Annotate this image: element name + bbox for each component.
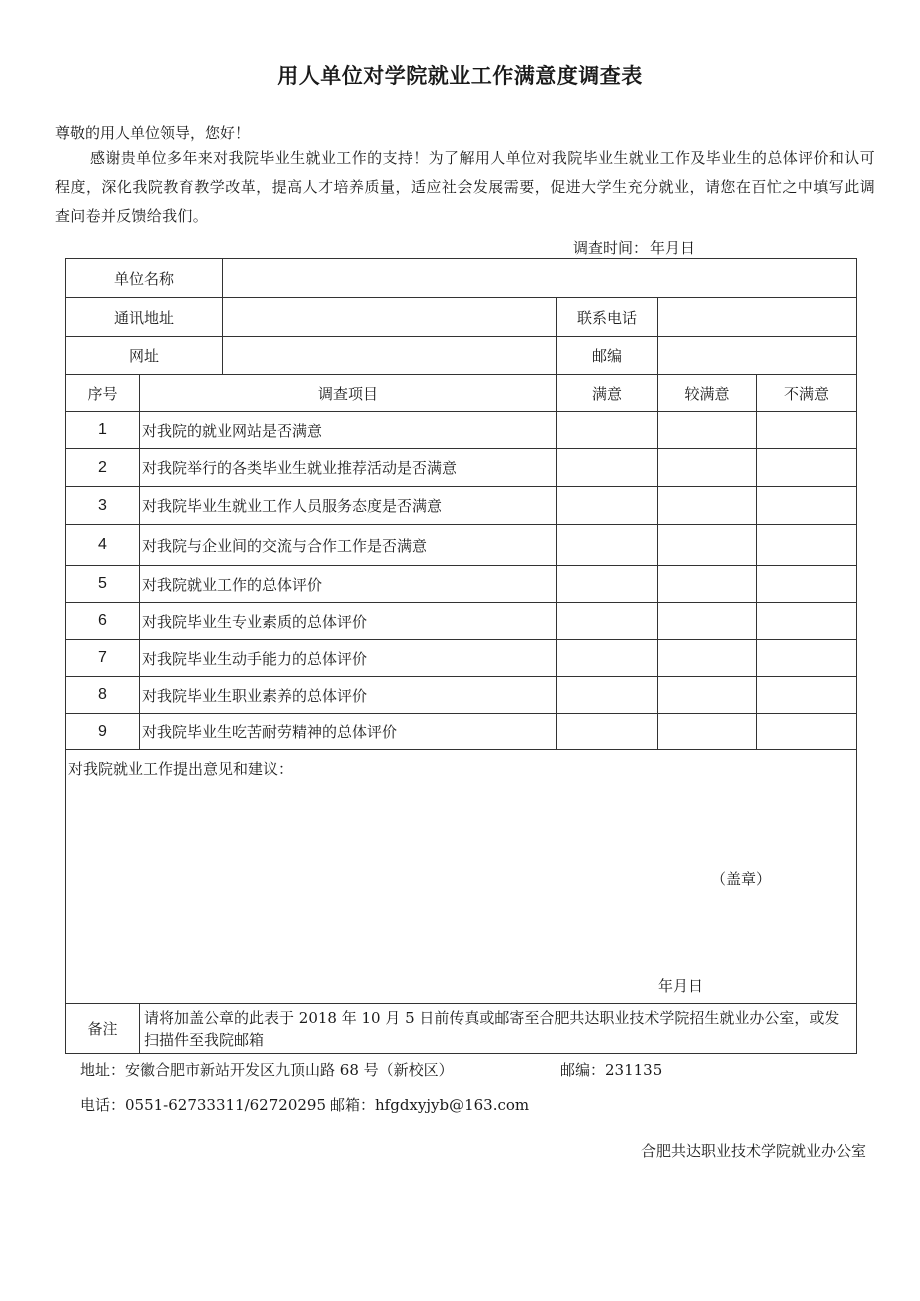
- table-row: [66, 449, 857, 487]
- table-row: [66, 714, 857, 750]
- header-unsatisfied: 不满意: [757, 375, 857, 412]
- row-item: 对我院的就业网站是否满意: [140, 412, 557, 449]
- table-row: [66, 412, 857, 449]
- satisfied-cell[interactable]: [557, 677, 658, 714]
- fairly-satisfied-cell[interactable]: [658, 566, 757, 603]
- suggestion-field[interactable]: [66, 750, 857, 1004]
- survey-form: [65, 258, 857, 1054]
- remark-label: 备注: [66, 1004, 140, 1054]
- row-number: 1: [66, 412, 140, 449]
- row-item: 对我院毕业生职业素养的总体评价: [140, 677, 557, 714]
- postcode-field[interactable]: [658, 337, 857, 375]
- table-row: [66, 677, 857, 714]
- unit-name-label: 单位名称: [66, 259, 223, 298]
- footer-contact: [80, 1094, 529, 1115]
- footer-postcode: 邮编：231135: [560, 1061, 663, 1079]
- remark-text: 请将加盖公章的此表于 2018 年 10 月 5 日前传真或邮寄至合肥共达职业技术学院招生就业办公室，或发扫描件至我院邮箱: [140, 1004, 857, 1054]
- row-item: 对我院毕业生就业工作人员服务态度是否满意: [140, 487, 557, 525]
- satisfied-cell[interactable]: [557, 525, 658, 566]
- row-number: 2: [66, 449, 140, 487]
- fairly-satisfied-cell[interactable]: [658, 487, 757, 525]
- row-number: 8: [66, 677, 140, 714]
- unsatisfied-cell[interactable]: [757, 677, 857, 714]
- unsatisfied-cell[interactable]: [757, 449, 857, 487]
- phone-label: 联系电话: [557, 298, 658, 337]
- row-number: 5: [66, 566, 140, 603]
- satisfied-cell[interactable]: [557, 714, 658, 750]
- satisfied-cell[interactable]: [557, 603, 658, 640]
- survey-time: [573, 237, 695, 258]
- row-item: 对我院与企业间的交流与合作工作是否满意: [140, 525, 557, 566]
- row-item: 对我院就业工作的总体评价: [140, 566, 557, 603]
- footer-office: 合肥共达职业技术学院就业办公室: [640, 1142, 866, 1160]
- unsatisfied-cell[interactable]: [757, 603, 857, 640]
- row-item: 对我院毕业生专业素质的总体评价: [140, 603, 557, 640]
- survey-time-label: 调查时间：: [573, 239, 649, 257]
- row-number: 3: [66, 487, 140, 525]
- unsatisfied-cell[interactable]: [757, 525, 857, 566]
- fairly-satisfied-cell[interactable]: [658, 525, 757, 566]
- unsatisfied-cell[interactable]: [757, 714, 857, 750]
- row-number: 7: [66, 640, 140, 677]
- header-fairly-satisfied: 较满意: [658, 375, 757, 412]
- row-item: 对我院毕业生动手能力的总体评价: [140, 640, 557, 677]
- satisfied-cell[interactable]: [557, 412, 658, 449]
- row-number: 9: [66, 714, 140, 750]
- table-row: [66, 603, 857, 640]
- page-title: 用人单位对学院就业工作满意度调查表: [277, 64, 643, 88]
- satisfied-cell[interactable]: [557, 449, 658, 487]
- seal-label: （盖章）: [711, 870, 772, 888]
- row-number: 4: [66, 525, 140, 566]
- postcode-label: 邮编: [557, 337, 658, 375]
- row-number: 6: [66, 603, 140, 640]
- table-row: [66, 487, 857, 525]
- table-row: [66, 525, 857, 566]
- footer-email[interactable]: 邮箱：hfgdxyjyb@163.com: [330, 1096, 530, 1114]
- fairly-satisfied-cell[interactable]: [658, 603, 757, 640]
- table-row: [66, 566, 857, 603]
- row-item: 对我院举行的各类毕业生就业推荐活动是否满意: [140, 449, 557, 487]
- satisfied-cell[interactable]: [557, 566, 658, 603]
- unit-name-field[interactable]: [223, 259, 857, 298]
- website-field[interactable]: [223, 337, 557, 375]
- table-row: [66, 640, 857, 677]
- satisfied-cell[interactable]: [557, 487, 658, 525]
- footer-address: 地址：安徽合肥市新站开发区九顶山路 68 号（新校区）: [80, 1061, 454, 1079]
- unsatisfied-cell[interactable]: [757, 412, 857, 449]
- fairly-satisfied-cell[interactable]: [658, 449, 757, 487]
- intro-paragraph: 感谢贵单位多年来对我院毕业生就业工作的支持！为了解用人单位对我院毕业生就业工作及毕业生的总体评价和认可程度，深化我院教育教学改革，提高人才培养质量，适应社会发展需要，促进大学生充分就业，请您在百忙之中填写此调查问卷并反馈给我们。: [55, 149, 875, 225]
- header-no: 序号: [66, 375, 140, 412]
- footer-phone: 电话：0551-62733311/62720295: [80, 1096, 326, 1114]
- row-item: 对我院毕业生吃苦耐劳精神的总体评价: [140, 714, 557, 750]
- satisfied-cell[interactable]: [557, 640, 658, 677]
- phone-field[interactable]: [658, 298, 857, 337]
- suggestion-date: 年月日: [658, 977, 704, 995]
- unsatisfied-cell[interactable]: [757, 566, 857, 603]
- unsatisfied-cell[interactable]: [757, 640, 857, 677]
- survey-time-value[interactable]: 年月日: [650, 239, 696, 257]
- address-field[interactable]: [223, 298, 557, 337]
- fairly-satisfied-cell[interactable]: [658, 640, 757, 677]
- greeting: 尊敬的用人单位领导，您好！: [55, 124, 251, 142]
- address-label: 通讯地址: [66, 298, 223, 337]
- fairly-satisfied-cell[interactable]: [658, 677, 757, 714]
- header-satisfied: 满意: [557, 375, 658, 412]
- fairly-satisfied-cell[interactable]: [658, 412, 757, 449]
- suggestion-label: 对我院就业工作提出意见和建议：: [68, 760, 294, 778]
- header-item: 调查项目: [140, 375, 557, 412]
- unsatisfied-cell[interactable]: [757, 487, 857, 525]
- fairly-satisfied-cell[interactable]: [658, 714, 757, 750]
- website-label: 网址: [66, 337, 223, 375]
